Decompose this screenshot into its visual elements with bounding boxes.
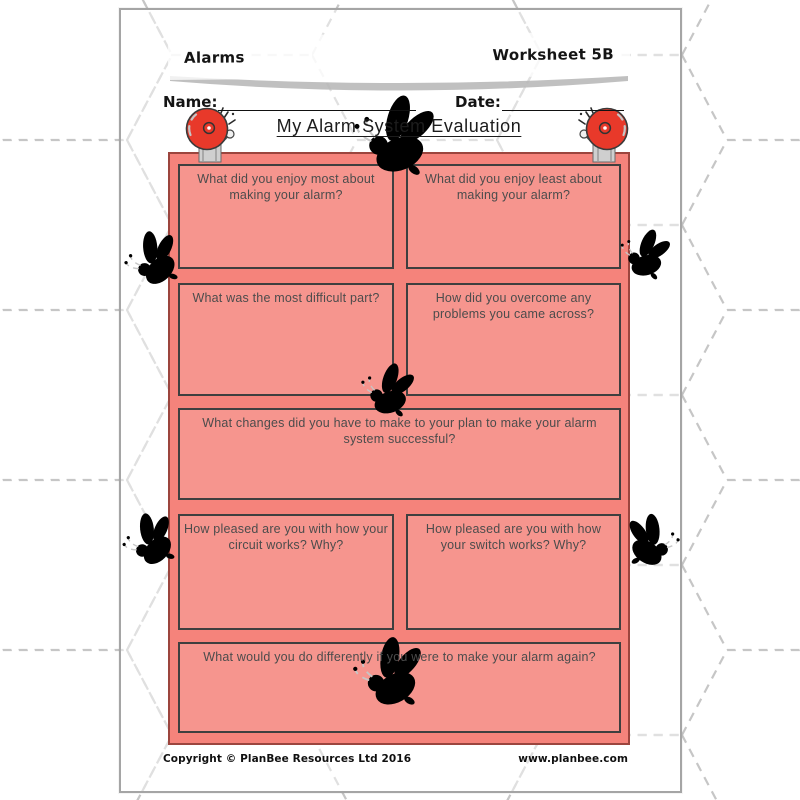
date-label: Date: xyxy=(455,93,501,111)
question-cell-5 xyxy=(178,408,621,500)
question-cell-4 xyxy=(406,283,621,396)
question-text-8: What would you do differently if you were to make your alarm again? xyxy=(203,650,596,664)
question-cell-7 xyxy=(406,514,621,630)
question-cell-1 xyxy=(178,164,394,269)
question-cell-2 xyxy=(406,164,621,269)
questions-table xyxy=(168,152,630,745)
question-text-1: What did you enjoy most about making your alarm? xyxy=(197,172,375,202)
unit-title: Alarms xyxy=(183,48,245,67)
question-text-5: What changes did you have to make to your plan to make your alarm system successful? xyxy=(202,416,597,446)
question-text-6: How pleased are you with how your circuit works? Why? xyxy=(184,522,388,552)
name-underline xyxy=(218,110,416,111)
worksheet-number: Worksheet 5B xyxy=(492,45,615,65)
question-text-2: What did you enjoy least about making your alarm? xyxy=(425,172,602,202)
bee-icon xyxy=(613,221,680,286)
page-title: My Alarm System Evaluation xyxy=(276,116,522,136)
name-label: Name: xyxy=(163,93,218,111)
header-banner xyxy=(168,32,630,80)
footer-copyright: Copyright © PlanBee Resources Ltd 2016 xyxy=(163,753,412,765)
bee-icon xyxy=(616,508,685,574)
question-text-7: How pleased are you with how your switch works? Why? xyxy=(425,522,602,552)
date-underline xyxy=(502,110,624,111)
question-cell-6 xyxy=(178,514,394,630)
question-text-4: How did you overcome any problems you came across? xyxy=(432,291,595,321)
footer-website: www.planbee.com xyxy=(518,753,628,765)
question-text-3: What was the most difficult part? xyxy=(192,291,380,305)
